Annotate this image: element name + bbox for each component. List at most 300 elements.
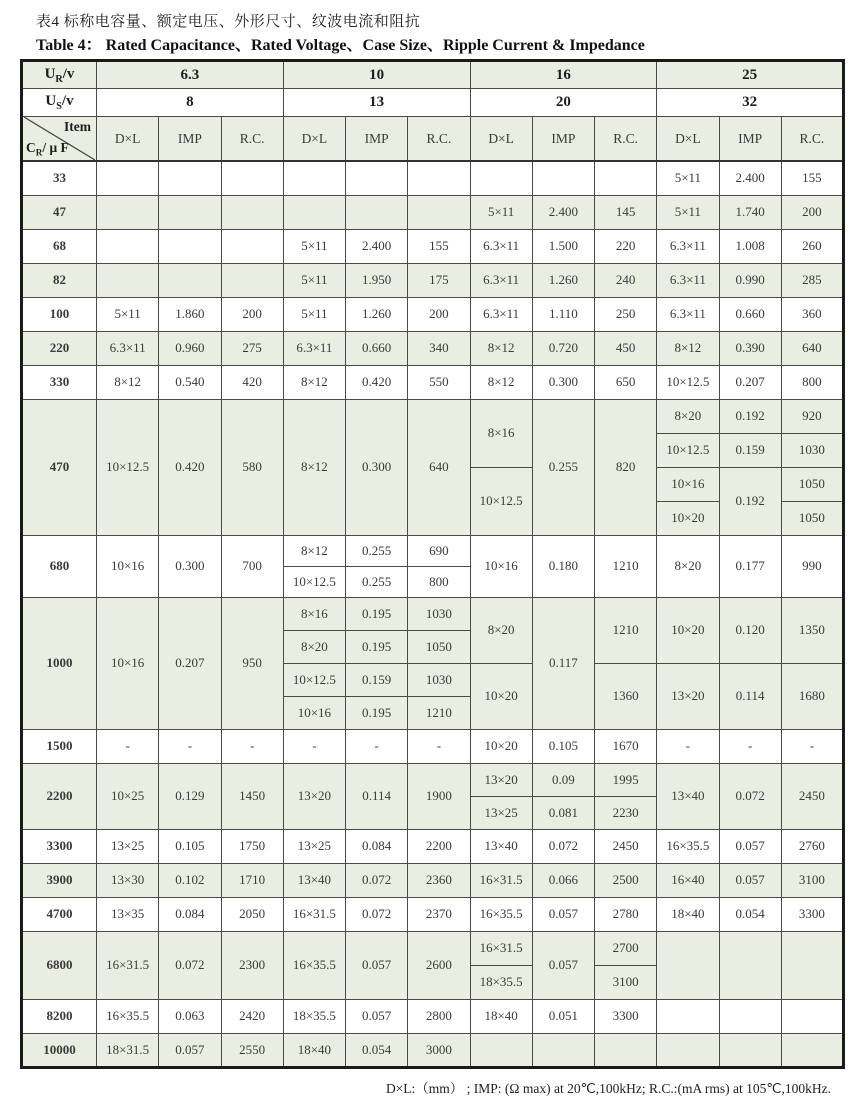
data-cell: 1710: [221, 863, 283, 897]
data-cell: 5×11: [283, 263, 345, 297]
data-cell: 16×31.5: [97, 931, 159, 999]
data-cell: 13×25: [470, 796, 532, 829]
data-cell: 0.057: [159, 1033, 221, 1067]
data-cell: [595, 1033, 657, 1067]
capacitance-cell: 82: [22, 263, 97, 297]
data-cell: [657, 999, 719, 1033]
col-header-imp: IMP: [159, 117, 221, 162]
data-cell: 0.072: [159, 931, 221, 999]
data-cell: [595, 161, 657, 195]
data-cell: 10×25: [97, 763, 159, 829]
data-cell: 18×35.5: [470, 965, 532, 999]
data-cell: 1.008: [719, 229, 781, 263]
col-header-rc: R.C.: [408, 117, 470, 162]
data-cell: 2230: [595, 796, 657, 829]
voltage-10v-header: 10: [283, 61, 470, 89]
data-cell: 8×12: [97, 365, 159, 399]
data-cell: 1210: [408, 696, 470, 729]
data-cell: 0.081: [532, 796, 594, 829]
data-cell: 1.110: [532, 297, 594, 331]
capacitance-cell: 220: [22, 331, 97, 365]
data-cell: 13×40: [657, 763, 719, 829]
data-cell: 8×20: [283, 630, 345, 663]
data-cell: 3000: [408, 1033, 470, 1067]
data-cell: 420: [221, 365, 283, 399]
data-cell: 0.180: [532, 535, 594, 597]
table-row: [22, 365, 844, 399]
data-cell: 10×20: [470, 663, 532, 729]
data-cell: [532, 1033, 594, 1067]
col-header-imp: IMP: [346, 117, 408, 162]
corner-header-cell: [22, 117, 97, 162]
table-row: [22, 195, 844, 229]
table-title-cn: 表4 标称电容量、额定电压、外形尺寸、纹波电流和阻抗: [36, 14, 421, 30]
voltage-6v3-header: 6.3: [97, 61, 284, 89]
capacitance-cell: 330: [22, 365, 97, 399]
data-cell: 2700: [595, 931, 657, 965]
data-cell: 0.084: [159, 897, 221, 931]
data-cell: 0.051: [532, 999, 594, 1033]
data-cell: 2420: [221, 999, 283, 1033]
data-cell: 2200: [408, 829, 470, 863]
data-cell: 0.054: [719, 897, 781, 931]
data-cell: 2780: [595, 897, 657, 931]
data-cell: [408, 161, 470, 195]
data-cell: 5×11: [283, 297, 345, 331]
data-cell: 0.072: [346, 897, 408, 931]
data-cell: 1670: [595, 729, 657, 763]
surge-20v-header: 20: [470, 89, 657, 117]
data-cell: 0.255: [346, 535, 408, 566]
data-cell: 1030: [408, 597, 470, 630]
data-cell: 340: [408, 331, 470, 365]
data-cell: 0.255: [346, 566, 408, 597]
data-cell: 0.072: [532, 829, 594, 863]
col-header-imp: IMP: [532, 117, 594, 162]
capacitance-cell: 10000: [22, 1033, 97, 1067]
data-cell: 0.207: [719, 365, 781, 399]
data-cell: 0.072: [346, 863, 408, 897]
data-cell: 285: [781, 263, 843, 297]
data-cell: 1.740: [719, 195, 781, 229]
data-cell: 1680: [781, 663, 843, 729]
data-cell: [470, 161, 532, 195]
data-cell: 0.420: [346, 365, 408, 399]
data-cell: 8×20: [470, 597, 532, 663]
data-cell: 0.255: [532, 399, 594, 535]
data-cell: [159, 161, 221, 195]
data-cell: 2760: [781, 829, 843, 863]
data-cell: [346, 161, 408, 195]
data-cell: 3100: [781, 863, 843, 897]
data-cell: 10×12.5: [657, 365, 719, 399]
data-cell: [97, 161, 159, 195]
data-cell: 8×20: [657, 535, 719, 597]
data-cell: 820: [595, 399, 657, 535]
data-cell: [781, 999, 843, 1033]
data-cell: [97, 229, 159, 263]
data-cell: 1.950: [346, 263, 408, 297]
data-cell: 16×31.5: [283, 897, 345, 931]
data-cell: 10×16: [97, 535, 159, 597]
data-cell: 6.3×11: [470, 263, 532, 297]
data-cell: 0.072: [719, 763, 781, 829]
data-cell: 1210: [595, 597, 657, 663]
data-cell: 800: [408, 566, 470, 597]
data-cell: [532, 161, 594, 195]
table-row: [22, 863, 844, 897]
data-cell: 6.3×11: [657, 263, 719, 297]
data-cell: 6.3×11: [470, 297, 532, 331]
table-title-en: Table 4： Rated Capacitance、Rated Voltage、Case Size、Ripple Current & Impedance: [36, 37, 645, 54]
data-cell: 0.660: [719, 297, 781, 331]
table-row: [22, 931, 844, 965]
data-cell: 3300: [595, 999, 657, 1033]
capacitance-cell: 1000: [22, 597, 97, 729]
data-cell: [346, 195, 408, 229]
data-cell: [97, 263, 159, 297]
data-cell: 10×16: [97, 597, 159, 729]
data-cell: 13×20: [283, 763, 345, 829]
data-cell: 1030: [781, 433, 843, 467]
surge-8v-header: 8: [97, 89, 284, 117]
data-cell: [719, 1033, 781, 1067]
data-cell: 8×12: [470, 365, 532, 399]
data-cell: 13×30: [97, 863, 159, 897]
data-cell: 3100: [595, 965, 657, 999]
table-row: [22, 829, 844, 863]
data-cell: 0.057: [346, 999, 408, 1033]
col-header-rc: R.C.: [781, 117, 843, 162]
capacitance-cell: 2200: [22, 763, 97, 829]
data-cell: [408, 195, 470, 229]
data-cell: 690: [408, 535, 470, 566]
data-cell: 1.860: [159, 297, 221, 331]
data-cell: 0.114: [719, 663, 781, 729]
data-cell: 16×35.5: [283, 931, 345, 999]
data-cell: 155: [408, 229, 470, 263]
data-cell: 200: [408, 297, 470, 331]
col-header-dxl: D×L: [97, 117, 159, 162]
table-row: [22, 297, 844, 331]
data-cell: 0.195: [346, 630, 408, 663]
data-cell: 990: [781, 535, 843, 597]
data-cell: 0.084: [346, 829, 408, 863]
data-cell: [221, 263, 283, 297]
data-cell: 16×35.5: [470, 897, 532, 931]
data-cell: 13×40: [283, 863, 345, 897]
data-cell: 200: [781, 195, 843, 229]
data-cell: 155: [781, 161, 843, 195]
data-cell: 6.3×11: [97, 331, 159, 365]
capacitance-cell: 47: [22, 195, 97, 229]
data-cell: 800: [781, 365, 843, 399]
data-cell: 10×16: [470, 535, 532, 597]
col-header-imp: IMP: [719, 117, 781, 162]
data-cell: 2800: [408, 999, 470, 1033]
capacitance-cell: 6800: [22, 931, 97, 999]
data-cell: 2550: [221, 1033, 283, 1067]
data-cell: 3300: [781, 897, 843, 931]
data-cell: 5×11: [283, 229, 345, 263]
rated-voltage-row: [22, 61, 844, 89]
data-cell: 0.300: [346, 399, 408, 535]
data-cell: 0.960: [159, 331, 221, 365]
data-cell: -: [159, 729, 221, 763]
data-cell: 10×20: [657, 501, 719, 535]
data-cell: 18×40: [283, 1033, 345, 1067]
data-cell: 700: [221, 535, 283, 597]
data-cell: 0.120: [719, 597, 781, 663]
data-cell: 580: [221, 399, 283, 535]
data-cell: 13×25: [283, 829, 345, 863]
capacitance-cell: 33: [22, 161, 97, 195]
capacitance-cell: 3900: [22, 863, 97, 897]
capacitance-unit-label: $C_R/$ μ F: [26, 140, 69, 158]
data-cell: 0.057: [532, 897, 594, 931]
surge-voltage-label: $U_S/v$: [22, 89, 97, 117]
data-cell: [159, 195, 221, 229]
data-cell: 1210: [595, 535, 657, 597]
data-cell: -: [719, 729, 781, 763]
table-row: [22, 263, 844, 297]
data-cell: 0.102: [159, 863, 221, 897]
data-cell: 650: [595, 365, 657, 399]
data-cell: -: [221, 729, 283, 763]
data-cell: 6.3×11: [657, 229, 719, 263]
data-cell: 1750: [221, 829, 283, 863]
data-cell: [221, 195, 283, 229]
data-cell: 13×40: [470, 829, 532, 863]
data-cell: 8×16: [283, 597, 345, 630]
data-cell: 0.192: [719, 467, 781, 535]
capacitance-cell: 470: [22, 399, 97, 535]
data-cell: 0.114: [346, 763, 408, 829]
capacitance-cell: 680: [22, 535, 97, 597]
col-header-dxl: D×L: [283, 117, 345, 162]
data-cell: 0.09: [532, 763, 594, 796]
data-cell: [283, 161, 345, 195]
data-cell: 0.129: [159, 763, 221, 829]
data-cell: 16×35.5: [97, 999, 159, 1033]
data-cell: 175: [408, 263, 470, 297]
data-cell: 1.260: [346, 297, 408, 331]
data-cell: -: [408, 729, 470, 763]
data-cell: 640: [408, 399, 470, 535]
data-cell: 640: [781, 331, 843, 365]
data-cell: [221, 161, 283, 195]
data-cell: 0.057: [346, 931, 408, 999]
data-cell: 0.300: [532, 365, 594, 399]
data-cell: 6.3×11: [470, 229, 532, 263]
data-cell: 0.195: [346, 696, 408, 729]
col-header-rc: R.C.: [221, 117, 283, 162]
data-cell: 0.660: [346, 331, 408, 365]
data-cell: 18×35.5: [283, 999, 345, 1033]
data-cell: 1.260: [532, 263, 594, 297]
data-cell: 220: [595, 229, 657, 263]
voltage-16v-header: 16: [470, 61, 657, 89]
data-cell: 8×20: [657, 399, 719, 433]
data-cell: 0.057: [719, 863, 781, 897]
capacitance-cell: 1500: [22, 729, 97, 763]
data-cell: [657, 1033, 719, 1067]
data-cell: 0.420: [159, 399, 221, 535]
data-cell: 145: [595, 195, 657, 229]
surge-32v-header: 32: [657, 89, 844, 117]
data-cell: [221, 229, 283, 263]
data-cell: 0.057: [532, 931, 594, 999]
data-cell: 0.105: [532, 729, 594, 763]
data-cell: [159, 263, 221, 297]
ripple-current-table: [20, 59, 845, 1069]
data-cell: 0.054: [346, 1033, 408, 1067]
data-cell: 0.105: [159, 829, 221, 863]
data-cell: 0.063: [159, 999, 221, 1033]
col-header-rc: R.C.: [595, 117, 657, 162]
table-row: [22, 399, 844, 433]
data-cell: 13×20: [657, 663, 719, 729]
data-cell: [283, 195, 345, 229]
data-cell: 1350: [781, 597, 843, 663]
data-cell: 0.207: [159, 597, 221, 729]
data-cell: 260: [781, 229, 843, 263]
data-cell: 0.192: [719, 399, 781, 433]
table-row: [22, 897, 844, 931]
data-cell: 2360: [408, 863, 470, 897]
data-cell: 1050: [408, 630, 470, 663]
table-row: [22, 729, 844, 763]
data-cell: 8×12: [657, 331, 719, 365]
data-cell: 5×11: [470, 195, 532, 229]
data-cell: 13×20: [470, 763, 532, 796]
data-cell: 0.066: [532, 863, 594, 897]
table-row: [22, 1033, 844, 1067]
data-cell: 10×12.5: [470, 467, 532, 535]
data-cell: 8×12: [470, 331, 532, 365]
data-cell: 2450: [595, 829, 657, 863]
data-cell: 16×40: [657, 863, 719, 897]
data-cell: 5×11: [657, 161, 719, 195]
data-cell: 1900: [408, 763, 470, 829]
data-cell: 16×31.5: [470, 863, 532, 897]
data-cell: -: [346, 729, 408, 763]
data-cell: 1.500: [532, 229, 594, 263]
data-cell: 16×35.5: [657, 829, 719, 863]
data-cell: 2.400: [532, 195, 594, 229]
table-row: [22, 597, 844, 630]
data-cell: 6.3×11: [283, 331, 345, 365]
data-cell: 1995: [595, 763, 657, 796]
data-cell: [719, 999, 781, 1033]
data-cell: [657, 931, 719, 999]
data-cell: [719, 931, 781, 999]
data-cell: 240: [595, 263, 657, 297]
data-cell: 10×20: [470, 729, 532, 763]
data-cell: 0.195: [346, 597, 408, 630]
data-cell: -: [97, 729, 159, 763]
rated-voltage-label: $U_R/v$: [22, 61, 97, 89]
data-cell: 1360: [595, 663, 657, 729]
col-header-dxl: D×L: [657, 117, 719, 162]
data-cell: 0.177: [719, 535, 781, 597]
item-header-row: [22, 117, 844, 162]
data-cell: -: [657, 729, 719, 763]
data-cell: 200: [221, 297, 283, 331]
capacitance-cell: 100: [22, 297, 97, 331]
table-row: [22, 161, 844, 195]
footnote: D×L:（mm） ; IMP: (Ω max) at 20℃,100kHz; R.C.:(mA rms) at 105℃,100kHz.: [385, 1080, 831, 1096]
data-cell: 10×12.5: [657, 433, 719, 467]
data-cell: 450: [595, 331, 657, 365]
data-cell: 18×31.5: [97, 1033, 159, 1067]
data-cell: -: [283, 729, 345, 763]
capacitance-cell: 4700: [22, 897, 97, 931]
data-cell: 2500: [595, 863, 657, 897]
data-cell: [781, 1033, 843, 1067]
data-cell: 2370: [408, 897, 470, 931]
data-cell: 5×11: [97, 297, 159, 331]
table-row: [22, 331, 844, 365]
data-cell: 2300: [221, 931, 283, 999]
data-cell: 0.159: [719, 433, 781, 467]
col-header-dxl: D×L: [470, 117, 532, 162]
data-cell: 10×12.5: [283, 566, 345, 597]
data-cell: 16×31.5: [470, 931, 532, 965]
data-cell: 8×12: [283, 365, 345, 399]
surge-voltage-row: [22, 89, 844, 117]
data-cell: 1030: [408, 663, 470, 696]
data-cell: 2.400: [346, 229, 408, 263]
data-cell: 0.990: [719, 263, 781, 297]
data-cell: 5×11: [657, 195, 719, 229]
data-cell: 8×12: [283, 535, 345, 566]
table-row: [22, 763, 844, 796]
data-cell: [781, 931, 843, 999]
data-cell: 6.3×11: [657, 297, 719, 331]
data-cell: 0.720: [532, 331, 594, 365]
data-cell: 2450: [781, 763, 843, 829]
data-cell: 2050: [221, 897, 283, 931]
data-cell: 10×16: [283, 696, 345, 729]
data-cell: 275: [221, 331, 283, 365]
data-cell: 360: [781, 297, 843, 331]
data-cell: 2.400: [719, 161, 781, 195]
data-cell: 8×16: [470, 399, 532, 467]
data-cell: 2600: [408, 931, 470, 999]
item-label: Item: [64, 119, 91, 134]
capacitance-cell: 3300: [22, 829, 97, 863]
data-cell: [159, 229, 221, 263]
data-cell: [97, 195, 159, 229]
data-cell: 920: [781, 399, 843, 433]
data-cell: 0.540: [159, 365, 221, 399]
data-cell: 0.117: [532, 597, 594, 729]
data-cell: 1050: [781, 501, 843, 535]
data-cell: 0.159: [346, 663, 408, 696]
table-row: [22, 229, 844, 263]
data-cell: 0.390: [719, 331, 781, 365]
data-cell: -: [781, 729, 843, 763]
data-cell: 1450: [221, 763, 283, 829]
data-cell: 1050: [781, 467, 843, 501]
data-cell: 950: [221, 597, 283, 729]
table-row: [22, 535, 844, 566]
surge-13v-header: 13: [283, 89, 470, 117]
data-cell: 10×20: [657, 597, 719, 663]
data-cell: 13×35: [97, 897, 159, 931]
data-cell: 10×12.5: [97, 399, 159, 535]
